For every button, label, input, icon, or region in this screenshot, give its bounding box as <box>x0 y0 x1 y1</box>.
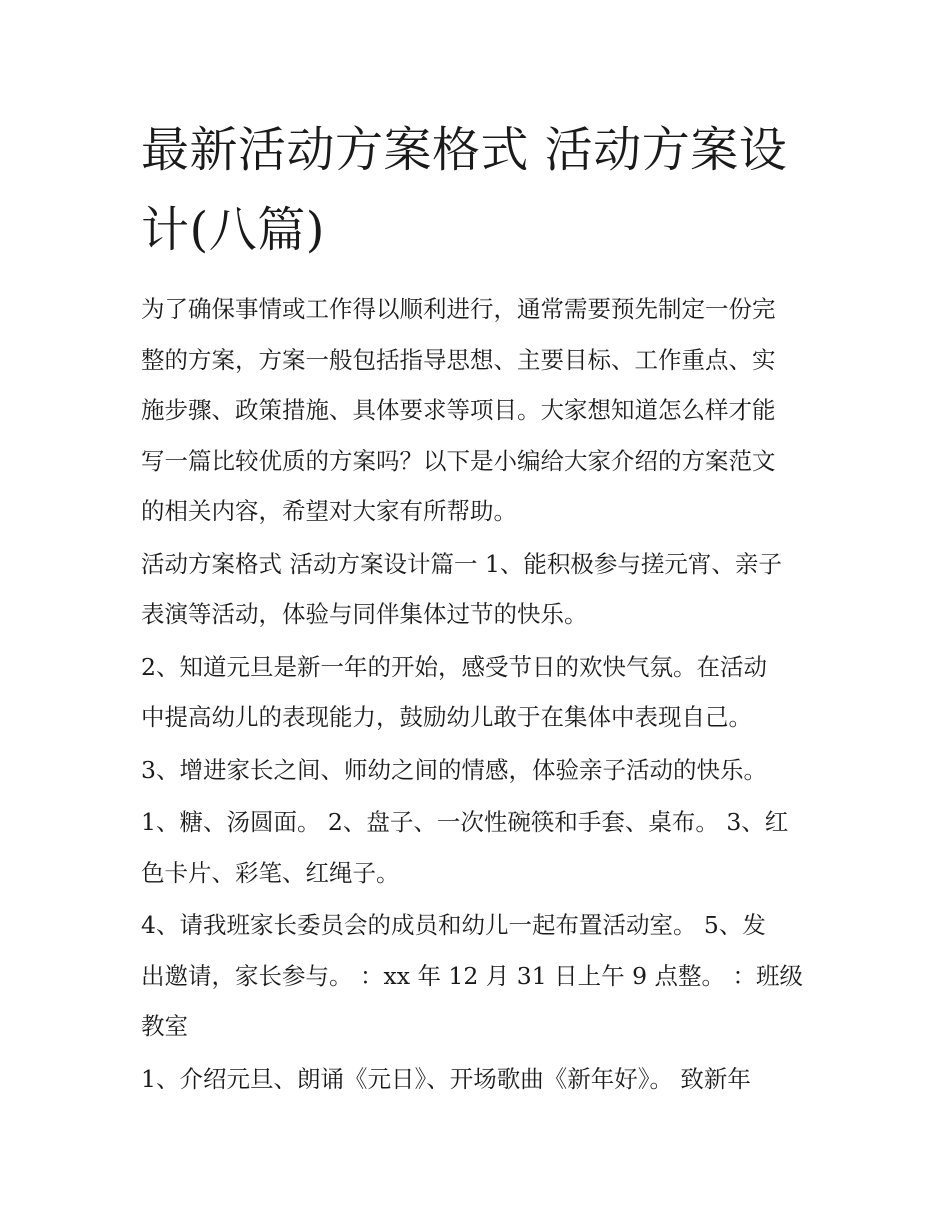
text-line: 色卡片、彩笔、红绳子。 <box>141 858 400 887</box>
text-line: 1、糖、汤圆面。 2、盘子、一次性碗筷和手套、桌布。 3、红 <box>141 808 789 836</box>
paragraph-process <box>141 1054 821 1105</box>
paragraph-goal-3 <box>141 745 821 796</box>
paragraph-intro <box>141 284 821 537</box>
paragraph-goal-2 <box>141 642 821 743</box>
text-line: 施步骤、政策措施、具体要求等项目。大家想知道怎么样才能 <box>141 396 776 424</box>
text-line: 中提高幼儿的表现能力，鼓励幼儿敢于在集体中表现自己。 <box>141 703 752 731</box>
text-line: 出邀请，家长参与。 ：xx 年 12 月 31 日上午 9 点整。 ：班级 <box>141 961 803 990</box>
document-body <box>141 110 821 1106</box>
text-line: 3、增进家长之间、师幼之间的情感，体验亲子活动的快乐。 <box>141 755 767 784</box>
text-line: 活动方案格式 活动方案设计篇一 1、能积极参与搓元宵、亲子 <box>141 549 782 578</box>
paragraph-section-one <box>141 539 821 640</box>
text-line: 教室 <box>141 1012 188 1040</box>
title-line: 最新活动方案格式 活动方案设 <box>141 122 788 178</box>
document-title <box>141 110 821 270</box>
text-line: 为了确保事情或工作得以顺利进行，通常需要预先制定一份完 <box>141 295 776 323</box>
title-line: 计(八篇) <box>141 202 325 258</box>
text-line: 2、知道元旦是新一年的开始，感受节日的欢快气氛。在活动 <box>141 652 767 681</box>
paragraph-materials <box>141 797 821 898</box>
text-line: 整的方案，方案一般包括指导思想、主要目标、工作重点、实 <box>141 345 776 374</box>
text-line: 写一篇比较优质的方案吗？以下是小编给大家介绍的方案范文 <box>141 446 776 475</box>
text-line: 1、介绍元旦、朗诵《元日》、开场歌曲《新年好》。 致新年 <box>141 1064 751 1093</box>
text-line: 的相关内容，希望对大家有所帮助。 <box>141 497 517 525</box>
text-line: 表演等活动，体验与同伴集体过节的快乐。 <box>141 600 588 628</box>
text-line: 4、请我班家长委员会的成员和幼儿一起布置活动室。 5、发 <box>141 911 766 939</box>
paragraph-preparation <box>141 900 821 1052</box>
